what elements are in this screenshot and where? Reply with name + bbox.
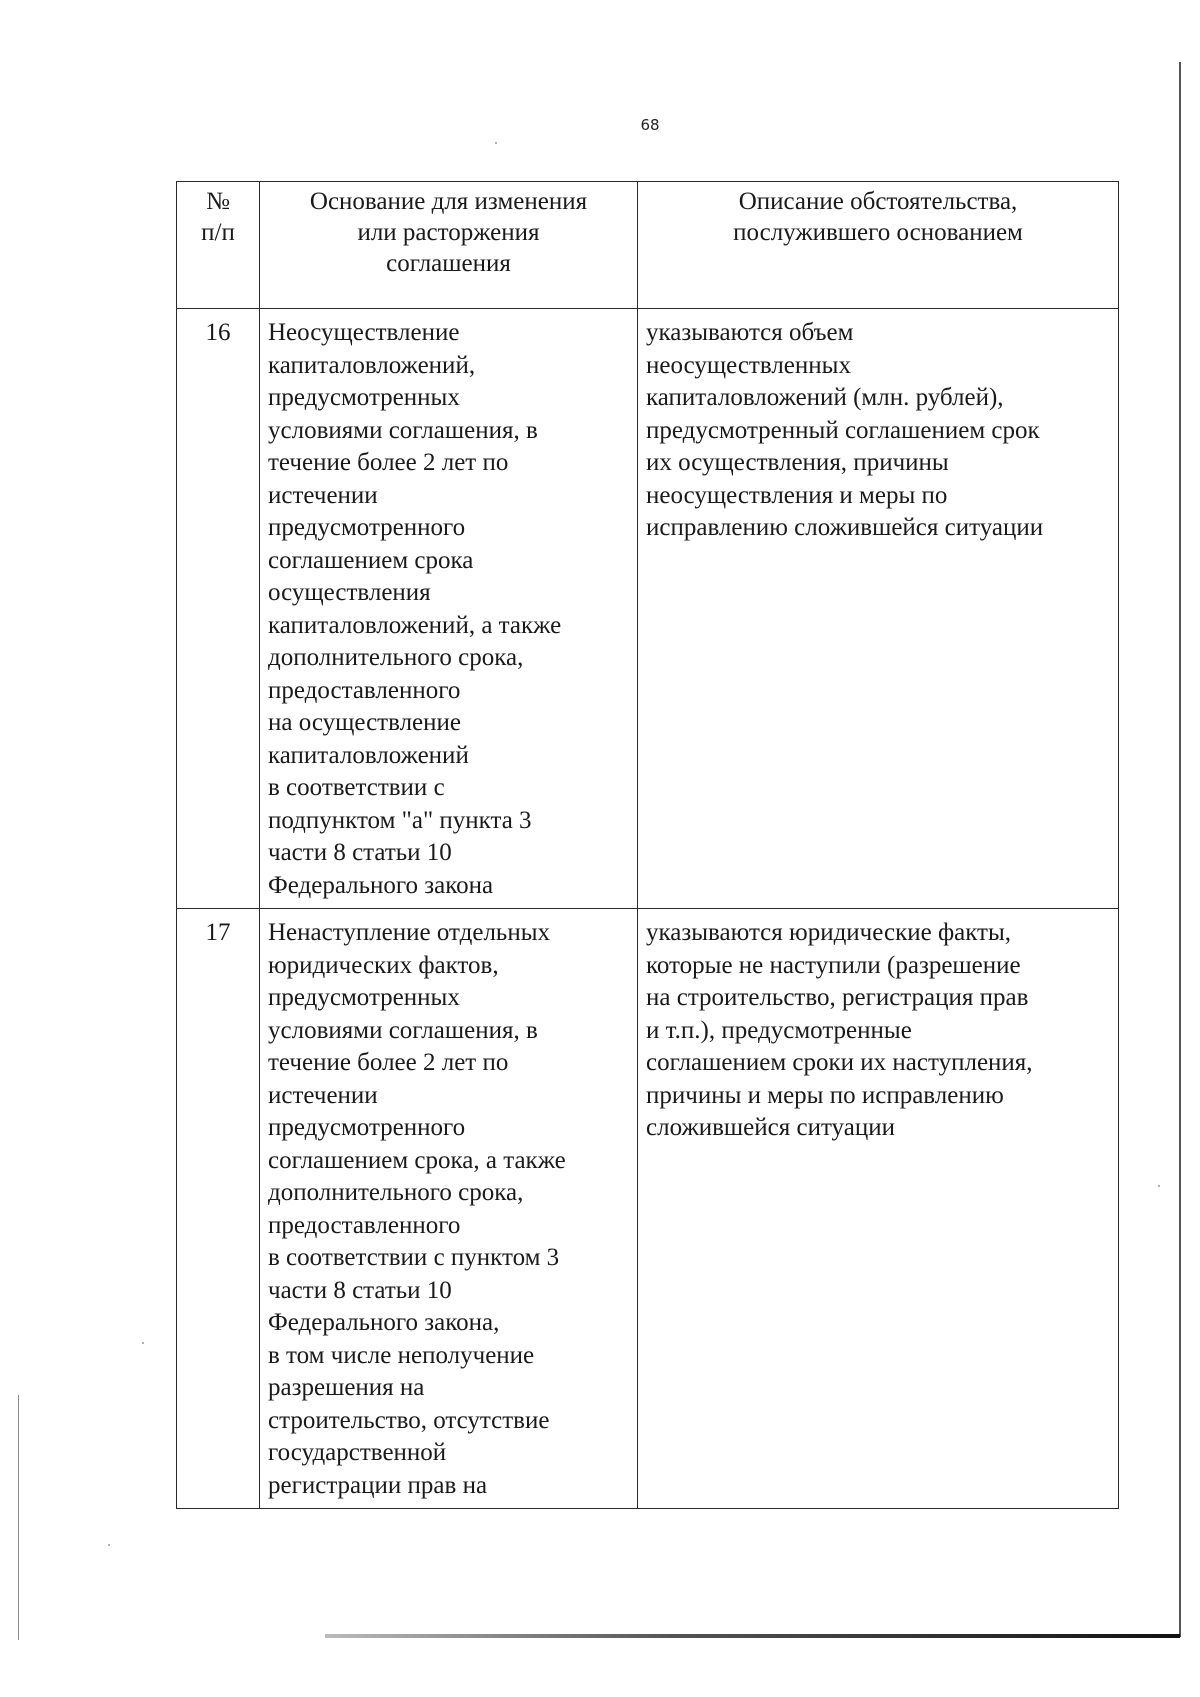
scan-speck [108,1544,110,1546]
row-basis: Ненаступление отдельных юридических фактов, предусмотренных условиями соглашения, в течение более 2 лет по истечении предусмотренного соглашением срока, а также дополнительного срока, предоставленного в соответствии с пунктом 3 части 8 статьи 10 Федерального закона, в том числе неполучение разрешения на строительство, отсутствие государственной регистрации прав на [260,909,638,1509]
scan-edge-left [18,1395,19,1640]
row-description: указываются юридические факты, которые не наступили (разрешение на строительство, регистрация прав и т.п.), предусмотренные соглашением сроки их наступления, причины и меры по исправлению сложившейся ситуации [638,909,1119,1509]
scan-speck [1158,1185,1160,1187]
header-num: № п/п [177,182,260,309]
scan-edge-right [1179,62,1181,1637]
row-basis: Неосуществление капиталовложений, предусмотренных условиями соглашения, в течение более 2 лет по истечении предусмотренного соглашением срока осуществления капиталовложений, а также дополнительного срока, предоставленного на осуществление капиталовложений в соответствии с подпунктом "а" пункта 3 части 8 статьи 10 Федерального закона [260,309,638,909]
table-row [177,909,1119,1509]
table-header-row [177,182,1119,309]
header-basis: Основание для изменения или расторжения соглашения [260,182,638,309]
row-number: 16 [177,309,260,909]
scan-speck [142,1342,144,1344]
scan-speck [495,142,497,144]
header-description: Описание обстоятельства, послужившего основанием [638,182,1119,309]
row-number: 17 [177,909,260,1509]
row-description: указываются объем неосуществленных капиталовложений (млн. рублей), предусмотренный соглашением срок их осуществления, причины неосуществления и меры по исправлению сложившейся ситуации [638,309,1119,909]
page-number: 68 [640,116,660,134]
scan-edge-bottom [325,1634,1180,1638]
agreement-grounds-table [176,181,1119,1509]
table-row [177,309,1119,909]
